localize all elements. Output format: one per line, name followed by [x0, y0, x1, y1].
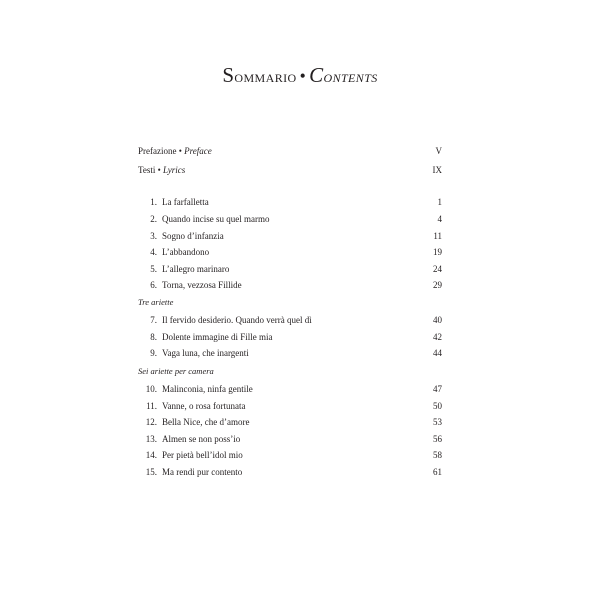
- toc-entry[interactable]: [138, 434, 442, 445]
- entry-title: Testi • Lyrics: [138, 165, 186, 175]
- entry-number: 6.: [150, 280, 157, 290]
- section-heading-tre-ariette: Tre ariette: [138, 297, 174, 307]
- title-english: Contents: [309, 63, 378, 87]
- toc-entry[interactable]: [138, 450, 442, 461]
- toc-entry[interactable]: [138, 231, 442, 242]
- toc-entry-lyrics[interactable]: [138, 165, 442, 176]
- entry-page: 4: [437, 214, 442, 224]
- entry-number: 10.: [145, 384, 157, 394]
- entry-number: 8.: [150, 332, 157, 342]
- entry-number: 15.: [145, 467, 157, 477]
- entry-number: 5.: [150, 264, 157, 274]
- entry-title: Sogno d’infanzia: [162, 231, 224, 241]
- toc-entry[interactable]: [138, 332, 442, 343]
- toc-entry[interactable]: [138, 197, 442, 208]
- entry-page: V: [435, 146, 442, 156]
- page-title: [0, 63, 600, 88]
- entry-title: Dolente immagine di Fille mia: [162, 332, 273, 342]
- entry-title: Torna, vezzosa Fillide: [162, 280, 242, 290]
- entry-number: 14.: [145, 450, 157, 460]
- entry-number: 9.: [150, 348, 157, 358]
- entry-page: 44: [433, 348, 442, 358]
- toc-entry[interactable]: [138, 417, 442, 428]
- toc-entry-preface[interactable]: [138, 146, 442, 157]
- toc-entry[interactable]: [138, 384, 442, 395]
- section-heading-sei-ariette: Sei ariette per camera: [138, 366, 214, 376]
- entry-number: 13.: [145, 434, 157, 444]
- title-italian: Sommario: [222, 63, 297, 87]
- toc-entry[interactable]: [138, 280, 442, 291]
- entry-title: Almen se non poss’io: [162, 434, 241, 444]
- toc-entry[interactable]: [138, 214, 442, 225]
- entry-page: 50: [433, 401, 442, 411]
- entry-page: 53: [433, 417, 442, 427]
- entry-title: Bella Nice, che d’amore: [162, 417, 250, 427]
- entry-page: 61: [433, 467, 442, 477]
- entry-title: Quando incise su quel marmo: [162, 214, 270, 224]
- toc-entry[interactable]: [138, 467, 442, 478]
- entry-number: 7.: [150, 315, 157, 325]
- entry-page: 47: [433, 384, 442, 394]
- entry-number: 11.: [146, 401, 157, 411]
- entry-number: 3.: [150, 231, 157, 241]
- entry-number: 2.: [150, 214, 157, 224]
- entry-number: 1.: [150, 197, 157, 207]
- entry-number: 4.: [150, 247, 157, 257]
- entry-page: 56: [433, 434, 442, 444]
- entry-page: 1: [437, 197, 442, 207]
- entry-title: Ma rendi pur contento: [162, 467, 243, 477]
- entry-title: Per pietà bell’idol mio: [162, 450, 243, 460]
- entry-page: 40: [433, 315, 442, 325]
- entry-title: Malinconia, ninfa gentile: [162, 384, 253, 394]
- entry-page: 24: [433, 264, 442, 274]
- toc-entry[interactable]: [138, 264, 442, 275]
- toc-entry[interactable]: [138, 247, 442, 258]
- toc-entry[interactable]: [138, 401, 442, 412]
- title-bullet: •: [299, 66, 307, 86]
- entry-page: 42: [433, 332, 442, 342]
- entry-page: 29: [433, 280, 442, 290]
- entry-title: Il fervido desiderio. Quando verrà quel dì: [162, 315, 312, 325]
- entry-title: Vaga luna, che inargenti: [162, 348, 249, 358]
- toc-entry[interactable]: [138, 348, 442, 359]
- entry-title: L’abbandono: [162, 247, 210, 257]
- entry-title: L’allegro marinaro: [162, 264, 230, 274]
- entry-page: IX: [432, 165, 442, 175]
- entry-page: 58: [433, 450, 442, 460]
- entry-number: 12.: [145, 417, 157, 427]
- toc-entry[interactable]: [138, 315, 442, 326]
- entry-page: 11: [433, 231, 442, 241]
- entry-title: La farfalletta: [162, 197, 209, 207]
- entry-page: 19: [433, 247, 442, 257]
- entry-title: Vanne, o rosa fortunata: [162, 401, 246, 411]
- entry-title: Prefazione • Preface: [138, 146, 212, 156]
